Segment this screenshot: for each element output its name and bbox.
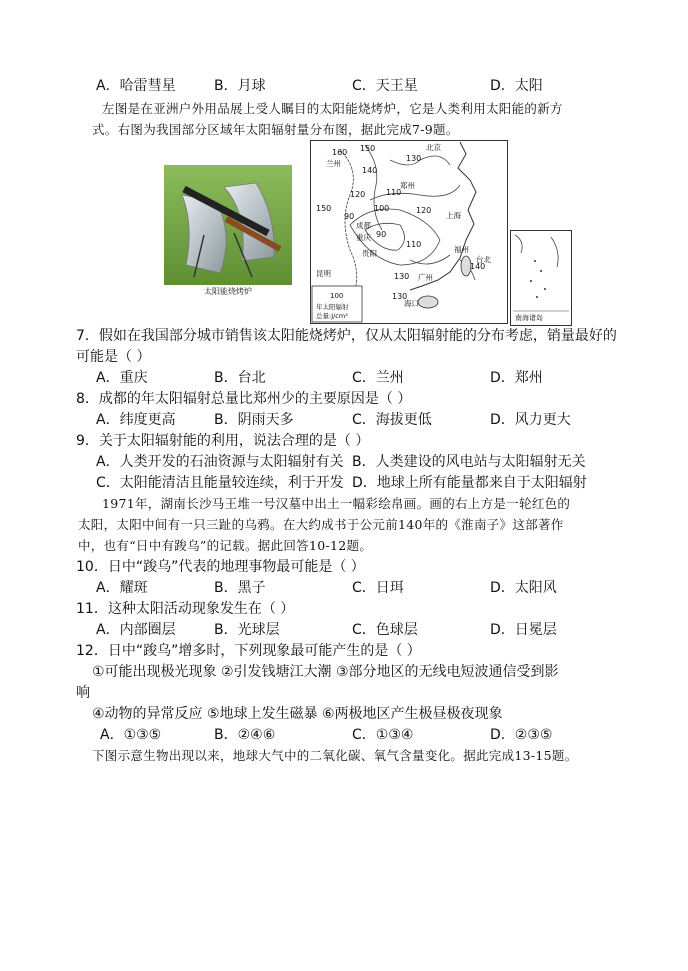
q8-option-c: C．海拔更低 xyxy=(352,412,432,428)
q9-option-d: D．地球上所有能量都来自于太阳辐射 xyxy=(352,475,587,491)
isoline-label: 90 xyxy=(344,212,355,221)
isoline-label: 150 xyxy=(360,144,376,153)
q10-stem: 10．日中“踆乌”代表的地理事物最可能是（ ） xyxy=(76,559,365,575)
q12-items-line1-cont: 响 xyxy=(76,685,90,701)
q8-option-a: A．纬度更高 xyxy=(96,412,176,428)
isoline-label: 130 xyxy=(406,154,422,163)
isoline-label: 140 xyxy=(470,262,486,271)
isoline-label: 120 xyxy=(416,206,432,215)
city-label: 台北 xyxy=(476,255,491,264)
q6-option-c: C．天王星 xyxy=(352,78,418,94)
city-label: 郑州 xyxy=(400,181,415,190)
q7-option-d: D．郑州 xyxy=(490,370,543,386)
q8-option-b: B．阴雨天多 xyxy=(214,412,294,428)
q9-stem: 9．关于太阳辐射能的利用，说法合理的是（ ） xyxy=(76,433,370,449)
q11-option-b: B．光球层 xyxy=(214,622,280,638)
inset-label: 南海诸岛 xyxy=(515,314,543,322)
q12-stem: 12．日中“踆乌”增多时，下列现象最可能产生的是（ ） xyxy=(76,643,421,659)
q9-option-b: B．人类建设的风电站与太阳辐射无关 xyxy=(352,454,586,470)
city-label: 兰州 xyxy=(326,159,341,168)
intro1-line1: 左图是在亚洲户外用品展上受人瞩目的太阳能烧烤炉，它是人类利用太阳能的新方 xyxy=(102,101,563,116)
intro1-line2: 式。右图为我国部分区域年太阳辐射量分布图，据此完成7-9题。 xyxy=(92,122,459,137)
city-label: 重庆 xyxy=(356,233,371,242)
solar-cooker-illustration xyxy=(164,165,292,285)
q12-option-c: C．①③④ xyxy=(352,727,414,743)
q10-option-a: A．耀斑 xyxy=(96,580,148,596)
isoline-label: 150 xyxy=(316,204,332,213)
south-china-sea-inset xyxy=(510,230,572,326)
q9-option-c: C．太阳能清洁且能量较连续，利于开发 xyxy=(96,475,344,491)
q11-option-c: C．色球层 xyxy=(352,622,418,638)
city-label: 福州 xyxy=(454,245,469,254)
q12-option-a: A．①③⑤ xyxy=(100,727,162,743)
isoline-label: 100 xyxy=(374,204,390,213)
q10-option-c: C．日珥 xyxy=(352,580,404,596)
legend-value: 100 xyxy=(330,292,344,300)
intro2-line1: 1971年，湖南长沙马王堆一号汉墓中出土一幅彩绘帛画。画的右上方是一轮红色的 xyxy=(102,496,571,511)
isoline-label: 110 xyxy=(386,188,402,197)
isoline-label: 160 xyxy=(332,148,348,157)
isoline-label: 110 xyxy=(406,240,422,249)
q11-option-a: A．内部圈层 xyxy=(96,622,176,638)
isoline-label: 130 xyxy=(392,292,408,301)
q7-option-b: B．台北 xyxy=(214,370,266,386)
q9-option-a: A．人类开发的石油资源与太阳辐射有关 xyxy=(96,454,344,470)
q12-items-line1: ①可能出现极光现象 ②引发钱塘江大潮 ③部分地区的无线电短波通信受到影 xyxy=(92,664,559,680)
q8-option-d: D．风力更大 xyxy=(490,412,571,428)
q6-option-d: D．太阳 xyxy=(490,78,543,94)
intro2-line3: 中，也有“日中有踆乌”的记载。据此回答10-12题。 xyxy=(78,538,373,553)
isoline-label: 140 xyxy=(362,166,378,175)
photo-caption: 太阳能烧烤炉 xyxy=(204,287,252,296)
q6-option-a: A．哈雷彗星 xyxy=(96,78,176,94)
city-label: 成都 xyxy=(356,221,371,230)
city-label: 上海 xyxy=(446,211,461,220)
q12-option-d: D．②③⑤ xyxy=(490,727,553,743)
q7-option-a: A．重庆 xyxy=(96,370,148,386)
q10-option-b: B．黑子 xyxy=(214,580,266,596)
inset-svg xyxy=(511,231,571,325)
city-label: 广州 xyxy=(418,273,433,282)
isoline-label: 130 xyxy=(394,272,410,281)
q7-stem-line1: 7．假如在我国部分城市销售该太阳能烧烤炉，仅从太阳辐射能的分布考虑，销量最好的 xyxy=(76,328,617,344)
radiation-map xyxy=(310,140,508,324)
q7-option-c: C．兰州 xyxy=(352,370,404,386)
q11-stem: 11．这种太阳活动现象发生在（ ） xyxy=(76,601,295,617)
q12-items-line2: ④动物的异常反应 ⑤地球上发生磁暴 ⑥两极地区产生极昼极夜现象 xyxy=(92,706,503,722)
isoline-label: 120 xyxy=(350,190,366,199)
intro3: 下图示意生物出现以来，地球大气中的二氧化碳、氧气含量变化。据此完成13-15题。 xyxy=(92,748,578,763)
legend-unit: 总量:J/cm² xyxy=(316,312,348,320)
q8-stem: 8．成都的年太阳辐射总量比郑州少的主要原因是（ ） xyxy=(76,391,412,407)
city-label: 贵阳 xyxy=(362,249,377,258)
q12-option-b: B．②④⑥ xyxy=(214,727,276,743)
legend-text: 年太阳辐射 xyxy=(316,303,349,311)
solar-cooker-photo xyxy=(164,165,292,285)
city-label: 昆明 xyxy=(316,269,331,278)
q11-option-d: D．日冕层 xyxy=(490,622,557,638)
city-label: 海口 xyxy=(404,299,419,308)
q10-option-d: D．太阳风 xyxy=(490,580,557,596)
intro2-line2: 太阳，太阳中间有一只三趾的乌鸦。在大约成书于公元前140年的《淮南子》这部著作 xyxy=(78,517,564,532)
city-label: 北京 xyxy=(426,143,441,152)
q6-option-b: B．月球 xyxy=(214,78,266,94)
isoline-label: 90 xyxy=(376,230,387,239)
q7-stem-line2: 可能是（ ） xyxy=(76,349,151,365)
